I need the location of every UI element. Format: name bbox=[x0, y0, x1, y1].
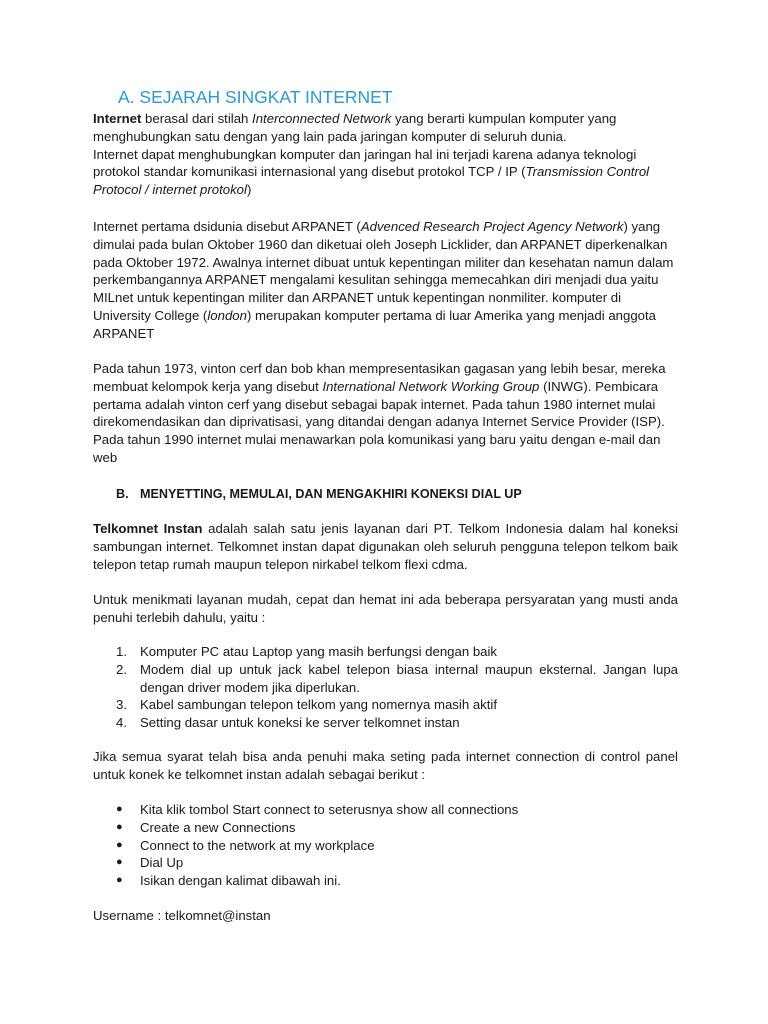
telkomnet-term: Telkomnet Instan bbox=[93, 521, 203, 536]
section-a-paragraph-1 bbox=[93, 110, 678, 199]
italic-term: london bbox=[207, 307, 247, 323]
italic-term: Transmission Control Protocol / internet protokol bbox=[93, 164, 650, 198]
list-item bbox=[116, 714, 678, 732]
list-item-text: Dial Up bbox=[140, 855, 184, 871]
italic-term: Advenced Research Project Agency Network bbox=[360, 219, 624, 234]
list-number: 4. bbox=[116, 715, 127, 731]
list-item bbox=[116, 696, 678, 714]
list-item-text: Isikan dengan kalimat dibawah ini. bbox=[140, 873, 341, 889]
bullet-icon: ● bbox=[116, 874, 123, 887]
bullet-icon: ● bbox=[116, 820, 123, 833]
list-item-text: Kita klik tombol Start connect to seterusnya show all connections bbox=[140, 802, 519, 817]
list-item bbox=[116, 661, 678, 697]
list-item bbox=[116, 643, 678, 661]
section-b-paragraph-1 bbox=[93, 520, 678, 573]
requirements-intro: Untuk menikmati layanan mudah, cepat dan hemat ini ada beberapa persyaratan yang musti anda penuhi terlebih dahulu, yaitu : bbox=[93, 592, 678, 625]
list-item bbox=[116, 801, 676, 819]
list-item-text: Create a new Connections bbox=[140, 819, 296, 835]
username-line: Username : telkomnet@instan bbox=[93, 908, 271, 923]
steps-list bbox=[116, 801, 676, 890]
requirements-list bbox=[116, 643, 678, 732]
list-item bbox=[116, 837, 676, 855]
text-run: yang berarti kumpulan komputer yang menghubungkan satu dengan yang lain pada jaringan komputer di seluruh dunia. bbox=[93, 111, 617, 144]
bullet-icon: ● bbox=[116, 838, 123, 851]
list-item-text: Komputer PC atau Laptop yang masih berfungsi dengan baik bbox=[140, 644, 498, 659]
text-run: ) merupakan komputer pertama di luar Amerika yang menjadi anggota ARPANET bbox=[93, 307, 656, 341]
bullet-icon: ● bbox=[116, 856, 123, 869]
italic-term: International Network Working Group bbox=[322, 378, 540, 394]
list-item-text: Kabel sambungan telepon telkom yang nomernya masih aktif bbox=[140, 697, 498, 713]
bullet-icon: ● bbox=[116, 803, 123, 815]
list-item-text: Modem dial up untuk jack kabel telepon biasa internal maupun eksternal. Jangan lupa dengan driver modem jika diperlukan. bbox=[140, 661, 678, 695]
list-item bbox=[116, 854, 676, 872]
list-number: 3. bbox=[116, 697, 127, 713]
list-number: 2. bbox=[116, 661, 127, 677]
list-item bbox=[116, 819, 676, 837]
section-b-title: MENYETTING, MEMULAI, DAN MENGAKHIRI KONEKSI DIAL UP bbox=[140, 487, 522, 501]
section-a-paragraph-3 bbox=[93, 360, 678, 467]
text-run: adalah salah satu jenis layanan dari PT. Telkom Indonesia dalam hal koneksi sambungan internet. Telkomnet instan dapat digunakan oleh seluruh pengguna telepon telkom baik telepon tetap rumah maupun telepon nirkabel telkom flexi cdma. bbox=[93, 521, 678, 572]
list-item bbox=[116, 872, 676, 890]
italic-term: Interconnected Network bbox=[252, 111, 392, 126]
section-b-paragraph-3 bbox=[93, 748, 678, 784]
text-run: ) yang dimulai pada bulan Oktober 1960 dan diketuai oleh Joseph Licklider, dan ARPANET diperkenalkan pada Oktober 1972. Awalnya internet dibuat untuk kepentingan militer dan kesehatan namun dalam perkembangannya ARPANET mengalami kesulitan sehingga memecahkan diri menjadi dua yaitu MILnet untuk kepentingan militer dan ARPANET untuk kepentingan nonmiliter. komputer di University College ( bbox=[93, 219, 674, 323]
section-b-letter: B. bbox=[116, 487, 129, 501]
section-a-heading: A. SEJARAH SINGKAT INTERNET bbox=[118, 87, 393, 107]
section-a-paragraph-2 bbox=[93, 218, 678, 343]
internet-term: Internet bbox=[93, 111, 142, 126]
steps-intro: Jika semua syarat telah bisa anda penuhi maka seting pada internet connection di control panel untuk konek ke telkomnet instan adalah sebagai berikut : bbox=[93, 749, 678, 782]
text-run: Internet dapat menghubungkan komputer dan jaringan hal ini terjadi karena adanya teknologi protokol standar komunikasi internasional yang disebut protokol TCP / IP ( bbox=[93, 146, 637, 180]
text-run: Pada tahun 1973, vinton cerf dan bob khan mempresentasikan gagasan yang lebih besar, mereka membuat kelompok kerja yang disebut bbox=[93, 361, 666, 394]
text-run: (INWG). Pembicara pertama adalah vinton cerf yang disebut sebagai bapak internet. Pada tahun 1980 internet mulai direkomendasikan dan diprivatisasi, yang ditandai dengan adanya Internet Service Provider (ISP). Pada tahun 1990 internet mulai menawarkan pola komunikasi yang baru yaitu dengan e-mail dan web bbox=[93, 378, 665, 465]
text-run: ) bbox=[246, 182, 252, 198]
list-item-text: Setting dasar untuk koneksi ke server telkomnet instan bbox=[140, 715, 460, 731]
list-item-text: Connect to the network at my workplace bbox=[140, 837, 375, 853]
section-b-paragraph-2 bbox=[93, 591, 678, 627]
list-number: 1. bbox=[116, 644, 127, 659]
text-run: Internet pertama dsidunia disebut ARPANET ( bbox=[93, 219, 361, 234]
text-run: berasal dari stilah bbox=[141, 111, 253, 126]
section-b-heading bbox=[116, 486, 522, 504]
